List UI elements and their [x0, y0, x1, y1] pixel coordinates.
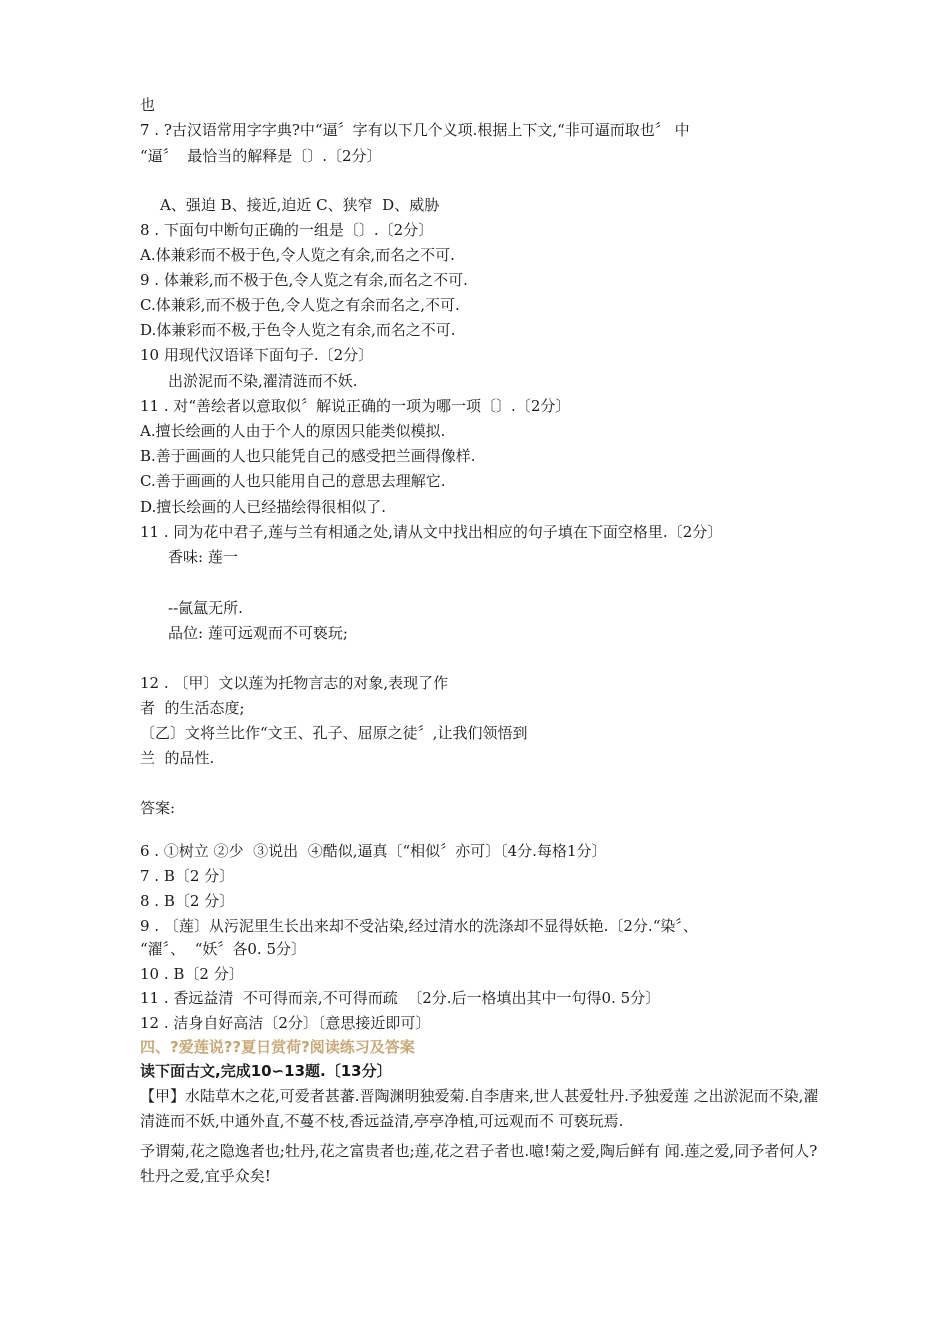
- fill-line-orchid: --氤氲无所.: [168, 599, 243, 617]
- passage-jia: 【甲】水陆草木之花,可爱者甚蕃.晋陶渊明独爱菊.自李唐来,世人甚爱牡丹.予独爱莲 之出淤泥而不染,濯清涟而不妖,中通外直,不蔓不枝,香远益清,亭亭净植,可远观而不 可亵玩焉.: [140, 1087, 819, 1130]
- option-a: A.擅长绘画的人由于个人的原因只能类似模拟.: [140, 422, 446, 440]
- fill-line-rank: 品位: 莲可远观而不可亵玩;: [168, 624, 348, 642]
- text-line: 也: [140, 96, 156, 114]
- answer-12: 12 . 洁身自好高洁〔2分〕〔意思接近即可〕: [140, 1014, 431, 1032]
- question-7-cont: “逼〞 最恰当的解释是〔〕.〔2分〕: [140, 147, 382, 165]
- reading-instruction: 读下面古文,完成10∽13题.〔13分〕: [140, 1062, 392, 1080]
- answer-8: 8 . B〔2 分〕: [140, 892, 235, 910]
- question-12-cont: 〔乙〕文将兰比作“文王、孔子、屈原之徒〞,让我们领悟到: [140, 724, 528, 742]
- option-a: A.体兼彩而不极于色,令人览之有余,而名之不可.: [140, 246, 455, 264]
- answer-11: 11 . 香远益清 不可得而亲,不可得而疏 〔2分.后一格填出其中一句得0. 5分〕: [140, 989, 661, 1007]
- passage-jia-cont: 予谓菊,花之隐逸者也;牡丹,花之富贵者也;莲,花之君子者也.噫!菊之爱,陶后鲜有 闻.莲之爱,同予者何人?牡丹之爱,宜乎众矣!: [140, 1142, 818, 1185]
- question-10: 10 用现代汉语译下面句子.〔2分〕: [140, 346, 374, 364]
- question-8: 8 . 下面句中断句正确的一组是〔〕.〔2分〕: [140, 221, 434, 239]
- answer-10: 10 . B〔2 分〕: [140, 965, 244, 983]
- option-d: D.体兼彩而不极,于色令人览之有余,而名之不可.: [140, 321, 456, 339]
- answer-7: 7 . B〔2 分〕: [140, 867, 235, 885]
- question-11b: 11 . 同为花中君子,莲与兰有相通之处,请从文中找出相应的句子填在下面空格里.〔2分〕: [140, 523, 723, 541]
- section-heading: 四、?爱莲说??夏日赏荷?阅读练习及答案: [140, 1038, 415, 1056]
- answer-6: 6 . ①树立 ②少 ③说出 ④酷似,逼真〔“相似〞亦可〕〔4分.每格1分〕: [140, 842, 607, 860]
- question-12-cont: 者 的生活态度;: [140, 699, 245, 717]
- option-c: C.体兼彩,而不极于色,令人览之有余而名之,不可.: [140, 296, 460, 314]
- option-c: C.善于画画的人也只能用自己的意思去理解它.: [140, 472, 446, 490]
- answers-label: 答案:: [140, 799, 176, 817]
- fill-line-fragrance: 香味: 莲一: [168, 548, 238, 566]
- question-7: 7 . ?古汉语常用字字典?中“逼〞字有以下几个义项.根据上下文,“非可逼而取也〞 中: [140, 121, 690, 139]
- question-11: 11 . 对“善绘者以意取似〞解说正确的一项为哪一项〔〕.〔2分〕: [140, 397, 571, 415]
- answer-9-cont: “濯〞、 “妖〞各0. 5分〕: [140, 940, 306, 958]
- option-b: B.善于画画的人也只能凭自己的感受把兰画得像样.: [140, 447, 476, 465]
- option-d: D.擅长绘画的人已经描绘得很相似了.: [140, 498, 387, 516]
- question-10-sentence: 出淤泥而不染,濯清涟而不妖.: [168, 372, 358, 390]
- question-12: 12 . 〔甲〕文以莲为托物言志的对象,表现了作: [140, 674, 449, 692]
- option-b: 9 . 体兼彩,而不极于色,令人览之有余,而名之不可.: [140, 271, 468, 289]
- question-12-cont: 兰 的品性.: [140, 749, 215, 767]
- answer-9: 9 . 〔莲〕从污泥里生长出来却不受沾染,经过清水的洗涤却不显得妖艳.〔2分.“染〞、: [140, 917, 698, 935]
- question-7-options: A、强迫 B、接近,迫近 C、狭窄 D、威胁: [160, 196, 440, 214]
